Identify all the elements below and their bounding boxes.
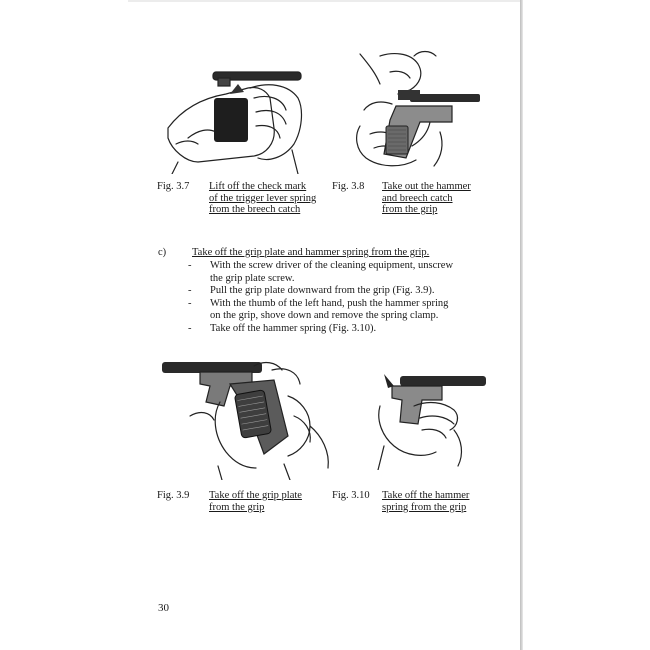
- hands-removing-grip-plate-illustration: [160, 356, 342, 480]
- hands-removing-hammer-illustration: [340, 50, 490, 174]
- hand-holding-pistol-illustration: [370, 366, 488, 470]
- figure-number: Fig. 3.8: [332, 181, 365, 192]
- figure-caption-text: [209, 181, 316, 216]
- page-edge-top: [128, 0, 522, 2]
- figure-number: Fig. 3.10: [332, 490, 370, 501]
- figure-caption-text: [382, 490, 469, 513]
- page-edge-right: [520, 0, 523, 650]
- caption-line: of the trigger lever spring: [209, 192, 317, 204]
- figure-caption-text: [209, 490, 302, 513]
- caption-line: from the grip: [209, 501, 265, 513]
- section-heading: Take off the grip plate and hammer spring from the grip.: [192, 247, 430, 258]
- caption-line: from the breech catch: [209, 204, 301, 215]
- caption-line: Lift off the check mark: [209, 181, 307, 192]
- instruction-step: - Take off the hammer spring (Fig. 3.10).: [188, 322, 377, 334]
- instruction-step: - With the thumb of the left hand, push the hammer spring on the grip, shove down and remove the spring clamp.: [188, 297, 449, 322]
- figure-number: Fig. 3.9: [157, 490, 190, 501]
- instruction-step: - Pull the grip plate downward from the grip (Fig. 3.9).: [188, 285, 435, 297]
- figure-number: Fig. 3.7: [157, 181, 190, 192]
- caption-line: Take out the hammer: [382, 181, 471, 192]
- instruction-steps: [188, 260, 488, 336]
- figure-caption-text: [382, 181, 471, 216]
- caption-line: spring from the grip: [382, 501, 467, 513]
- caption-line: Take off the hammer: [382, 490, 470, 501]
- instruction-step: - With the screw driver of the cleaning equipment, unscrew the grip plate screw.: [188, 260, 454, 284]
- page-number: 30: [158, 602, 169, 614]
- section-marker: c): [158, 247, 167, 258]
- caption-line: Take off the grip plate: [209, 490, 302, 501]
- hands-lifting-check-mark-illustration: [158, 58, 318, 174]
- caption-line: and breech catch: [382, 192, 453, 204]
- caption-line: from the grip: [382, 204, 438, 215]
